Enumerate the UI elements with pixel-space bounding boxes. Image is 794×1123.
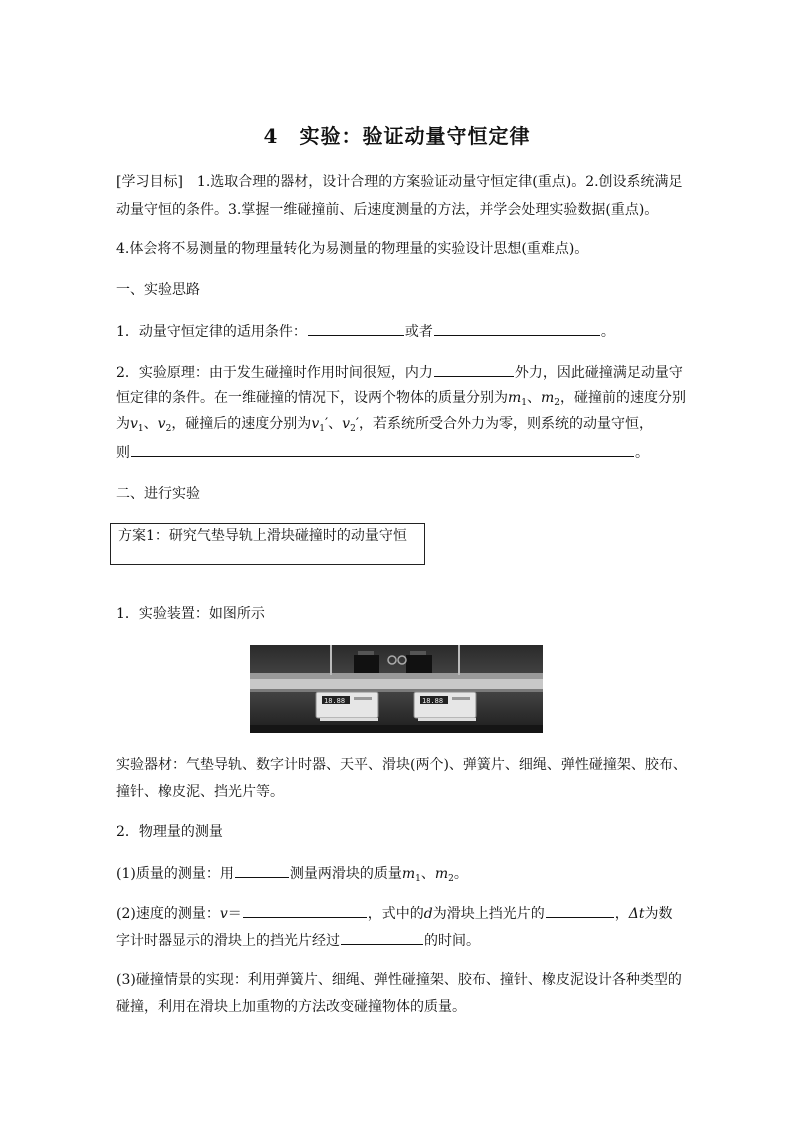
air-track-photo [250, 645, 543, 733]
q2-text: 、 [143, 416, 158, 432]
measure-velocity-line-1: (2)速度的测量：v＝ ，式中的d为滑块上挡光片的 ，Δt为数 [116, 903, 672, 924]
subscript: 1 [415, 874, 421, 884]
symbol-m: m [508, 390, 522, 406]
symbol-v: v [130, 416, 138, 432]
measure-text: 。 [453, 866, 468, 882]
answer-blank[interactable] [308, 321, 404, 336]
measure-text: 字计时器显示的滑块上的挡光片经过 [116, 933, 340, 949]
measurement-heading: 2．物理量的测量 [116, 824, 223, 840]
symbol-v: v [311, 416, 320, 432]
answer-blank[interactable] [434, 362, 514, 377]
q1-text-a: 1．动量守恒定律的适用条件： [116, 324, 307, 340]
symbol-v: v [219, 906, 228, 922]
measure-text: ，式中的 [367, 906, 424, 922]
measure-text: 测量两滑块的质量 [289, 866, 402, 882]
measure-text: (2)速度的测量： [116, 906, 220, 922]
answer-blank[interactable] [341, 930, 423, 945]
subscript: 2 [448, 874, 454, 884]
measure-text: 的时间。 [424, 933, 480, 949]
measure-text: (1)质量的测量：用 [116, 866, 234, 882]
timer-display-right: 18.88 [422, 697, 444, 705]
question-2-line-3 [116, 414, 653, 434]
measure-text: 为滑块上挡光片的 [432, 906, 545, 922]
answer-blank[interactable] [235, 863, 289, 878]
objectives-line-3: 4.体会将不易测量的物理量转化为易测量的物理量的实验设计思想(重难点)。 [116, 241, 589, 257]
section-heading-ideas: 一、实验思路 [116, 282, 200, 298]
symbol-v: v [157, 416, 166, 432]
q2-text: 2．实验原理：由于发生碰撞时作用时间很短，内力 [116, 365, 433, 381]
q2-text: ，碰撞后的速度分别为 [171, 416, 312, 432]
materials-line-2: 撞针、橡皮泥、挡光片等。 [116, 784, 284, 800]
q2-text: 为 [116, 416, 130, 432]
q2-text: ，碰撞前的速度分别 [560, 390, 687, 406]
symbol-delta-t: Δt [628, 906, 645, 922]
symbol-m: m [401, 866, 416, 882]
symbol-m: m [541, 390, 555, 406]
measure-mass [116, 863, 468, 884]
subscript: 1 [137, 424, 144, 434]
prime-mark: ′ [355, 416, 359, 432]
section-heading-experiment: 二、进行实验 [116, 486, 200, 502]
collision-line-1: (3)碰撞情景的实现：利用弹簧片、细绳、弹性碰撞架、胶布、撞针、橡皮泥设计各种类型的 [116, 972, 682, 988]
q2-text: 外力，因此碰撞满足动量守 [514, 365, 683, 381]
measure-text: 为数 [644, 906, 673, 922]
answer-blank[interactable] [546, 903, 614, 918]
subscript: 2 [350, 424, 356, 434]
plan-box [110, 523, 425, 565]
answer-blank[interactable] [434, 321, 600, 336]
page-title: 4 实验：验证动量守恒定律 [263, 124, 531, 148]
q1-text-b: 或者 [404, 324, 433, 340]
symbol-v: v [342, 416, 351, 432]
materials-line-1: 实验器材：气垫导轨、数字计时器、天平、滑块(两个)、弹簧片、细绳、弹性碰撞架、胶布、 [116, 757, 687, 773]
equals-sign: ＝ [227, 906, 242, 922]
question-1 [116, 321, 615, 342]
timer-display-left: 18.88 [324, 697, 346, 705]
subscript: 1 [319, 424, 325, 434]
subscript: 2 [554, 398, 561, 408]
question-2-line-2 [116, 388, 686, 408]
collision-line-2: 碰撞，利用在滑块上加重物的方法改变碰撞物体的质量。 [116, 999, 466, 1015]
answer-blank[interactable] [243, 903, 367, 918]
q2-text: 则 [116, 445, 130, 461]
plan-box-label: 方案1：研究气垫导轨上滑块碰撞时的动量守恒 [118, 528, 407, 544]
q2-text: 。 [635, 445, 649, 461]
objectives-line-1: [学习目标] 1.选取合理的器材，设计合理的方案验证动量守恒定律(重点)。2.创设系统满足 [116, 174, 683, 190]
objectives-line-2: 动量守恒的条件。3.掌握一维碰撞前、后速度测量的方法，并学会处理实验数据(重点)。 [116, 202, 659, 218]
question-2-line-1 [116, 362, 683, 383]
question-2-line-4 [116, 442, 649, 463]
symbol-d: d [423, 906, 433, 922]
measure-text: 、 [420, 866, 435, 882]
subscript: 1 [521, 398, 528, 408]
apparatus-label: 1．实验装置：如图所示 [116, 606, 265, 622]
subscript: 2 [165, 424, 172, 434]
q2-text: 、 [328, 416, 343, 432]
q2-text: ，若系统所受合外力为零，则系统的动量守恒， [359, 416, 653, 432]
measure-velocity-line-2 [116, 930, 480, 951]
q2-text: 、 [527, 390, 542, 406]
prime-mark: ′ [324, 416, 329, 432]
answer-blank[interactable] [131, 442, 634, 457]
q1-text-c: 。 [600, 324, 615, 340]
symbol-m: m [434, 866, 449, 882]
q2-text: 恒定律的条件。在一维碰撞的情况下，设两个物体的质量分别为 [116, 390, 508, 406]
